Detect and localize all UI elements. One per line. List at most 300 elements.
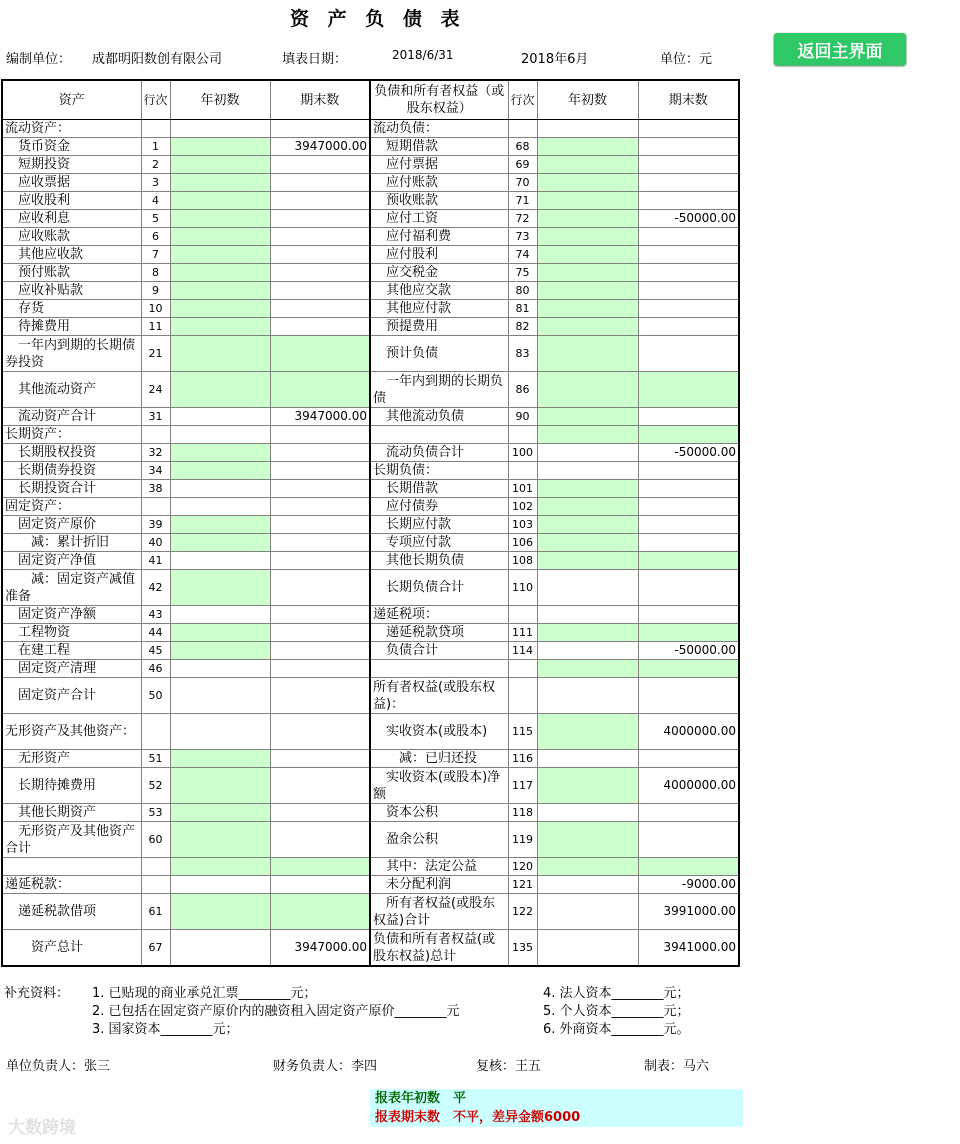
asset-row-no-cell: 8 (141, 264, 170, 282)
asset-row-no-cell: 31 (141, 408, 170, 426)
table-row (2, 624, 739, 642)
liability-begin-cell[interactable] (537, 768, 638, 804)
table-row (2, 282, 739, 300)
liability-name-cell: 其中：法定公益 (370, 858, 508, 876)
liability-row-no-cell: 119 (508, 822, 537, 858)
asset-begin-cell[interactable] (170, 300, 270, 318)
asset-name-cell: 应收利息 (2, 210, 141, 228)
asset-row-no-cell (141, 876, 170, 894)
asset-name-cell: 长期投资合计 (2, 480, 141, 498)
period-label: 2018年6月 (521, 52, 589, 67)
liability-begin-cell[interactable] (537, 480, 638, 498)
return-main-button[interactable]: 返回主界面 (774, 33, 906, 65)
asset-end-cell[interactable]: 3947000.00 (270, 138, 370, 156)
liability-name-cell: 其他应交款 (370, 282, 508, 300)
table-row (2, 138, 739, 156)
table-row (2, 768, 739, 804)
liability-row-no-cell (508, 660, 537, 678)
asset-end-cell[interactable] (270, 876, 370, 894)
liability-begin-cell[interactable] (537, 264, 638, 282)
liability-end-cell[interactable] (638, 570, 739, 606)
asset-end-cell[interactable] (270, 606, 370, 624)
asset-begin-cell[interactable] (170, 930, 270, 967)
asset-end-cell[interactable] (270, 714, 370, 750)
table-row (2, 318, 739, 336)
currency-label: 单位：元 (660, 52, 713, 67)
asset-name-cell: 其他应收款 (2, 246, 141, 264)
asset-end-cell[interactable] (270, 642, 370, 660)
asset-end-cell[interactable] (270, 894, 370, 930)
liability-row-no-cell: 120 (508, 858, 537, 876)
asset-row-no-cell: 52 (141, 768, 170, 804)
col-end-right: 期末数 (638, 80, 739, 120)
liability-begin-cell[interactable] (537, 210, 638, 228)
asset-begin-cell[interactable] (170, 498, 270, 516)
liability-begin-cell[interactable] (537, 606, 638, 624)
table-row (2, 516, 739, 534)
col-begin-right: 年初数 (537, 80, 638, 120)
liability-name-cell: 其他流动负债 (370, 408, 508, 426)
asset-end-cell[interactable] (270, 678, 370, 714)
liability-name-cell: 盈余公积 (370, 822, 508, 858)
col-begin: 年初数 (170, 80, 270, 120)
liability-name-cell: 短期借款 (370, 138, 508, 156)
table-row (2, 804, 739, 822)
asset-name-cell: 在建工程 (2, 642, 141, 660)
asset-row-no-cell: 42 (141, 570, 170, 606)
asset-end-cell[interactable]: 3947000.00 (270, 408, 370, 426)
unit-head-signature: 单位负责人：张三 (6, 1059, 111, 1074)
liability-begin-cell[interactable] (537, 192, 638, 210)
asset-end-cell[interactable] (270, 192, 370, 210)
liability-row-no-cell: 70 (508, 174, 537, 192)
asset-end-cell[interactable] (270, 318, 370, 336)
asset-row-no-cell: 32 (141, 444, 170, 462)
asset-end-cell[interactable] (270, 372, 370, 408)
asset-row-no-cell: 51 (141, 750, 170, 768)
asset-begin-cell[interactable] (170, 480, 270, 498)
asset-begin-cell[interactable] (170, 138, 270, 156)
liability-name-cell: 一年内到期的长期负债 (370, 372, 508, 408)
liability-row-no-cell: 82 (508, 318, 537, 336)
liability-begin-cell[interactable] (537, 336, 638, 372)
finance-head-signature: 财务负责人：李四 (273, 1059, 378, 1074)
asset-begin-cell[interactable] (170, 642, 270, 660)
table-row (2, 552, 739, 570)
asset-name-cell (2, 858, 141, 876)
asset-row-no-cell: 53 (141, 804, 170, 822)
table-row (2, 426, 739, 444)
asset-begin-cell[interactable] (170, 174, 270, 192)
liability-name-cell: 实收资本(或股本)净额 (370, 768, 508, 804)
asset-name-cell: 货币资金 (2, 138, 141, 156)
asset-row-no-cell (141, 714, 170, 750)
asset-end-cell[interactable] (270, 498, 370, 516)
asset-name-cell: 固定资产原价 (2, 516, 141, 534)
liability-begin-cell[interactable] (537, 678, 638, 714)
asset-row-no-cell: 1 (141, 138, 170, 156)
liability-end-cell[interactable] (638, 678, 739, 714)
table-row (2, 408, 739, 426)
liability-begin-cell[interactable] (537, 120, 638, 138)
asset-end-cell[interactable] (270, 768, 370, 804)
asset-begin-cell[interactable] (170, 606, 270, 624)
col-liabilities: 负债和所有者权益（或股东权益） (370, 80, 508, 120)
asset-begin-cell[interactable] (170, 660, 270, 678)
supplement-item-5: 5. 个人资本________元； (543, 1004, 690, 1019)
asset-end-cell[interactable] (270, 516, 370, 534)
liability-end-cell[interactable] (638, 858, 739, 876)
table-row (2, 462, 739, 480)
liability-end-cell[interactable]: -50000.00 (638, 642, 739, 660)
table-row (2, 480, 739, 498)
liability-begin-cell[interactable] (537, 876, 638, 894)
liability-name-cell: 递延税款贷项 (370, 624, 508, 642)
asset-begin-cell[interactable] (170, 372, 270, 408)
asset-name-cell: 无形资产及其他资产合计 (2, 822, 141, 858)
table-row (2, 300, 739, 318)
asset-begin-cell[interactable] (170, 462, 270, 480)
liability-begin-cell[interactable] (537, 498, 638, 516)
asset-name-cell: 长期资产： (2, 426, 141, 444)
table-row (2, 192, 739, 210)
liability-name-cell: 负债合计 (370, 642, 508, 660)
liability-row-no-cell (508, 120, 537, 138)
liability-begin-cell[interactable] (537, 624, 638, 642)
liability-end-cell[interactable] (638, 120, 739, 138)
asset-end-cell[interactable] (270, 462, 370, 480)
liability-name-cell: 预计负债 (370, 336, 508, 372)
liability-begin-cell[interactable] (537, 516, 638, 534)
preparer-signature: 制表：马六 (644, 1059, 710, 1074)
asset-name-cell: 其他流动资产 (2, 372, 141, 408)
asset-begin-cell[interactable] (170, 822, 270, 858)
asset-begin-cell[interactable] (170, 228, 270, 246)
asset-begin-cell[interactable] (170, 246, 270, 264)
liability-end-cell[interactable] (638, 156, 739, 174)
liability-end-cell[interactable] (638, 822, 739, 858)
asset-begin-cell[interactable] (170, 876, 270, 894)
liability-row-no-cell: 75 (508, 264, 537, 282)
asset-begin-cell[interactable] (170, 120, 270, 138)
liability-end-cell[interactable]: 4000000.00 (638, 714, 739, 750)
liability-end-cell[interactable] (638, 660, 739, 678)
asset-end-cell[interactable] (270, 174, 370, 192)
asset-row-no-cell: 5 (141, 210, 170, 228)
asset-end-cell[interactable] (270, 156, 370, 174)
liability-name-cell: 递延税项： (370, 606, 508, 624)
asset-end-cell[interactable] (270, 858, 370, 876)
asset-end-cell[interactable] (270, 804, 370, 822)
supplement-item-4: 4. 法人资本________元； (543, 986, 690, 1001)
liability-begin-cell[interactable] (537, 660, 638, 678)
asset-row-no-cell: 41 (141, 552, 170, 570)
liability-end-cell[interactable] (638, 804, 739, 822)
asset-end-cell[interactable] (270, 336, 370, 372)
table-row (2, 174, 739, 192)
liability-row-no-cell: 100 (508, 444, 537, 462)
asset-begin-cell[interactable] (170, 264, 270, 282)
liability-row-no-cell: 90 (508, 408, 537, 426)
asset-end-cell[interactable] (270, 444, 370, 462)
asset-row-no-cell: 34 (141, 462, 170, 480)
supplement-item-6: 6. 外商资本________元。 (543, 1022, 690, 1037)
asset-row-no-cell: 38 (141, 480, 170, 498)
asset-name-cell: 应收补贴款 (2, 282, 141, 300)
liability-name-cell (370, 426, 508, 444)
liability-begin-cell[interactable] (537, 462, 638, 480)
asset-row-no-cell: 2 (141, 156, 170, 174)
liability-name-cell: 预提费用 (370, 318, 508, 336)
asset-end-cell[interactable] (270, 480, 370, 498)
table-row (2, 246, 739, 264)
asset-begin-cell[interactable] (170, 858, 270, 876)
liability-end-cell[interactable] (638, 336, 739, 372)
asset-begin-cell[interactable] (170, 282, 270, 300)
asset-end-cell[interactable] (270, 264, 370, 282)
asset-name-cell: 预付账款 (2, 264, 141, 282)
liability-begin-cell[interactable] (537, 804, 638, 822)
asset-end-cell[interactable] (270, 426, 370, 444)
liability-name-cell: 长期借款 (370, 480, 508, 498)
table-row (2, 570, 739, 606)
liability-end-cell[interactable] (638, 606, 739, 624)
asset-row-no-cell: 39 (141, 516, 170, 534)
liability-begin-cell[interactable] (537, 282, 638, 300)
asset-row-no-cell (141, 120, 170, 138)
liability-end-cell[interactable] (638, 498, 739, 516)
liability-begin-cell[interactable] (537, 552, 638, 570)
asset-end-cell[interactable] (270, 534, 370, 552)
liability-end-cell[interactable] (638, 552, 739, 570)
liability-name-cell: 长期负债： (370, 462, 508, 480)
liability-end-cell[interactable] (638, 228, 739, 246)
asset-begin-cell[interactable] (170, 408, 270, 426)
table-row (2, 264, 739, 282)
asset-end-cell[interactable] (270, 228, 370, 246)
asset-name-cell: 短期投资 (2, 156, 141, 174)
asset-begin-cell[interactable] (170, 156, 270, 174)
asset-row-no-cell: 21 (141, 336, 170, 372)
liability-name-cell: 预收账款 (370, 192, 508, 210)
liability-end-cell[interactable] (638, 534, 739, 552)
liability-row-no-cell: 108 (508, 552, 537, 570)
asset-name-cell: 长期股权投资 (2, 444, 141, 462)
liability-end-cell[interactable] (638, 282, 739, 300)
liability-name-cell: 流动负债合计 (370, 444, 508, 462)
liability-begin-cell[interactable] (537, 408, 638, 426)
liability-row-no-cell: 68 (508, 138, 537, 156)
liability-name-cell: 应付福利费 (370, 228, 508, 246)
liability-begin-cell[interactable] (537, 534, 638, 552)
liability-begin-cell[interactable] (537, 570, 638, 606)
liability-begin-cell[interactable] (537, 642, 638, 660)
liability-begin-cell[interactable] (537, 300, 638, 318)
table-row (2, 642, 739, 660)
liability-end-cell[interactable] (638, 318, 739, 336)
liability-row-no-cell: 83 (508, 336, 537, 372)
asset-begin-cell[interactable] (170, 714, 270, 750)
liability-row-no-cell (508, 462, 537, 480)
table-row (2, 498, 739, 516)
asset-end-cell[interactable] (270, 822, 370, 858)
asset-row-no-cell: 46 (141, 660, 170, 678)
asset-begin-cell[interactable] (170, 210, 270, 228)
asset-name-cell: 工程物资 (2, 624, 141, 642)
asset-begin-cell[interactable] (170, 804, 270, 822)
asset-row-no-cell: 24 (141, 372, 170, 408)
liability-begin-cell[interactable] (537, 714, 638, 750)
liability-name-cell: 所有者权益(或股东权益)合计 (370, 894, 508, 930)
asset-name-cell: 固定资产合计 (2, 678, 141, 714)
asset-name-cell: 减：固定资产减值准备 (2, 570, 141, 606)
asset-name-cell: 固定资产： (2, 498, 141, 516)
liability-end-cell[interactable] (638, 426, 739, 444)
liability-begin-cell[interactable] (537, 894, 638, 930)
liability-begin-cell[interactable] (537, 444, 638, 462)
liability-end-cell[interactable] (638, 750, 739, 768)
liability-end-cell[interactable]: -50000.00 (638, 444, 739, 462)
asset-end-cell[interactable] (270, 246, 370, 264)
page-title: 资 产 负 债 表 (290, 8, 466, 30)
asset-name-cell: 固定资产净额 (2, 606, 141, 624)
asset-begin-cell[interactable] (170, 516, 270, 534)
asset-begin-cell[interactable] (170, 624, 270, 642)
liability-end-cell[interactable] (638, 192, 739, 210)
asset-name-cell: 其他长期资产 (2, 804, 141, 822)
asset-row-no-cell: 45 (141, 642, 170, 660)
liability-row-no-cell: 74 (508, 246, 537, 264)
table-row (2, 822, 739, 858)
liability-end-cell[interactable] (638, 408, 739, 426)
liability-begin-cell[interactable] (537, 318, 638, 336)
liability-end-cell[interactable]: 3941000.00 (638, 930, 739, 967)
asset-name-cell: 无形资产 (2, 750, 141, 768)
liability-begin-cell[interactable] (537, 930, 638, 967)
asset-row-no-cell (141, 858, 170, 876)
liability-end-cell[interactable]: 4000000.00 (638, 768, 739, 804)
liability-begin-cell[interactable] (537, 174, 638, 192)
asset-begin-cell[interactable] (170, 894, 270, 930)
asset-begin-cell[interactable] (170, 336, 270, 372)
liability-row-no-cell (508, 678, 537, 714)
liability-row-no-cell: 102 (508, 498, 537, 516)
liability-name-cell: 流动负债： (370, 120, 508, 138)
table-row (2, 930, 739, 967)
watermark-logo: 大数跨境 (8, 1118, 76, 1138)
asset-begin-cell[interactable] (170, 444, 270, 462)
liability-end-cell[interactable] (638, 462, 739, 480)
liability-begin-cell[interactable] (537, 138, 638, 156)
asset-name-cell: 减：累计折旧 (2, 534, 141, 552)
asset-end-cell[interactable] (270, 660, 370, 678)
liability-row-no-cell: 117 (508, 768, 537, 804)
liability-end-cell[interactable] (638, 246, 739, 264)
table-row (2, 858, 739, 876)
liability-name-cell: 应付工资 (370, 210, 508, 228)
liability-end-cell[interactable] (638, 624, 739, 642)
liability-end-cell[interactable] (638, 372, 739, 408)
liability-begin-cell[interactable] (537, 372, 638, 408)
liability-begin-cell[interactable] (537, 822, 638, 858)
table-row (2, 678, 739, 714)
asset-begin-cell[interactable] (170, 552, 270, 570)
liability-end-cell[interactable] (638, 480, 739, 498)
asset-begin-cell[interactable] (170, 426, 270, 444)
table-row (2, 336, 739, 372)
supplement-label: 补充资料： (4, 986, 70, 1001)
asset-end-cell[interactable] (270, 624, 370, 642)
liability-row-no-cell: 115 (508, 714, 537, 750)
liability-name-cell: 长期负债合计 (370, 570, 508, 606)
asset-begin-cell[interactable] (170, 768, 270, 804)
liability-begin-cell[interactable] (537, 858, 638, 876)
asset-row-no-cell: 61 (141, 894, 170, 930)
liability-begin-cell[interactable] (537, 246, 638, 264)
asset-row-no-cell: 60 (141, 822, 170, 858)
liability-row-no-cell: 73 (508, 228, 537, 246)
liability-name-cell: 减：已归还投 (370, 750, 508, 768)
unit-label: 编制单位： (6, 52, 72, 67)
liability-row-no-cell: 101 (508, 480, 537, 498)
liability-row-no-cell: 106 (508, 534, 537, 552)
liability-begin-cell[interactable] (537, 228, 638, 246)
liability-row-no-cell: 116 (508, 750, 537, 768)
liability-begin-cell[interactable] (537, 426, 638, 444)
asset-end-cell[interactable] (270, 120, 370, 138)
liability-end-cell[interactable] (638, 174, 739, 192)
liability-begin-cell[interactable] (537, 750, 638, 768)
asset-end-cell[interactable] (270, 282, 370, 300)
liability-row-no-cell: 72 (508, 210, 537, 228)
liability-end-cell[interactable] (638, 516, 739, 534)
asset-begin-cell[interactable] (170, 192, 270, 210)
liability-end-cell[interactable]: -50000.00 (638, 210, 739, 228)
liability-end-cell[interactable]: -9000.00 (638, 876, 739, 894)
asset-row-no-cell: 67 (141, 930, 170, 967)
asset-begin-cell[interactable] (170, 570, 270, 606)
liability-name-cell (370, 660, 508, 678)
asset-end-cell[interactable] (270, 570, 370, 606)
date-value: 2018/6/31 (392, 48, 454, 62)
liability-end-cell[interactable]: 3991000.00 (638, 894, 739, 930)
liability-end-cell[interactable] (638, 138, 739, 156)
asset-begin-cell[interactable] (170, 534, 270, 552)
liability-row-no-cell: 86 (508, 372, 537, 408)
liability-row-no-cell: 81 (508, 300, 537, 318)
table-row (2, 876, 739, 894)
table-row (2, 714, 739, 750)
asset-begin-cell[interactable] (170, 318, 270, 336)
asset-name-cell: 递延税款： (2, 876, 141, 894)
table-row (2, 660, 739, 678)
asset-row-no-cell: 11 (141, 318, 170, 336)
asset-end-cell[interactable] (270, 750, 370, 768)
asset-end-cell[interactable] (270, 210, 370, 228)
asset-row-no-cell: 40 (141, 534, 170, 552)
liability-end-cell[interactable] (638, 264, 739, 282)
asset-begin-cell[interactable] (170, 750, 270, 768)
asset-begin-cell[interactable] (170, 678, 270, 714)
liability-end-cell[interactable] (638, 300, 739, 318)
liability-begin-cell[interactable] (537, 156, 638, 174)
asset-name-cell: 长期待摊费用 (2, 768, 141, 804)
asset-end-cell[interactable] (270, 552, 370, 570)
asset-end-cell[interactable]: 3947000.00 (270, 930, 370, 967)
col-row-no-right: 行次 (508, 80, 537, 120)
asset-end-cell[interactable] (270, 300, 370, 318)
liability-row-no-cell: 114 (508, 642, 537, 660)
